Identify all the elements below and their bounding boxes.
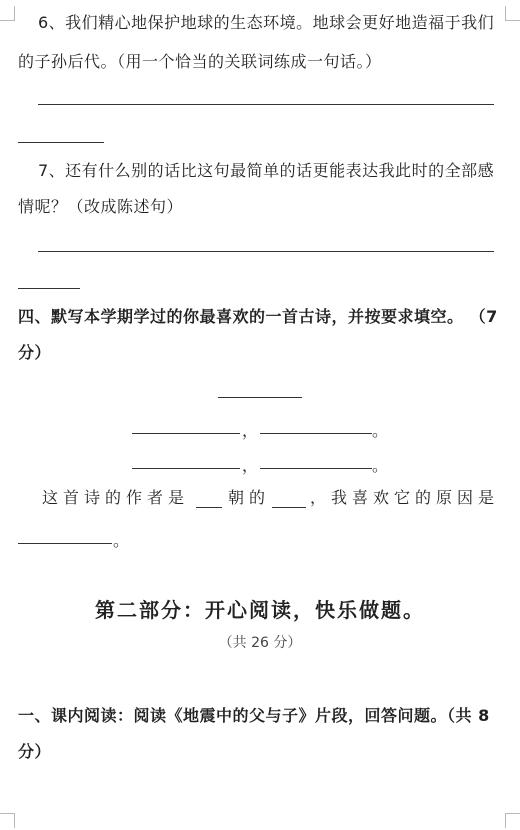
section-4-heading-line-2: 分） — [18, 343, 52, 362]
question-6-line-1: 6、我们精心地保护地球的生态环境。地球会更好地造福于我们 — [38, 13, 495, 32]
author-prompt-part-a: 这首诗的作者是 — [42, 488, 190, 507]
section-4-heading-line-1: 四、默写本学期学过的你最喜欢的一首古诗，并按要求填空。 （7 — [18, 307, 498, 326]
question-7-line-2: 情呢？（改成陈述句） — [18, 197, 184, 216]
answer-line-q6-b[interactable] — [18, 142, 104, 143]
poem-line-1-comma: ， — [242, 421, 259, 440]
author-dynasty-blank[interactable] — [196, 507, 222, 508]
author-prompt-part-b: 朝的 — [228, 488, 271, 507]
poem-title-blank[interactable] — [218, 397, 302, 398]
answer-line-q6-a[interactable] — [38, 104, 494, 105]
crop-mark-bottom-left — [0, 813, 15, 828]
answer-line-q7-a[interactable] — [38, 251, 494, 252]
author-name-blank[interactable] — [272, 507, 306, 508]
crop-mark-top-right — [505, 6, 520, 21]
question-6-line-2: 的子孙后代。（用一个恰当的关联词练成一句话。） — [18, 52, 382, 71]
reading-1-heading-line-1: 一、课内阅读：阅读《地震中的父与子》片段，回答问题。（共 8 — [18, 706, 490, 725]
crop-mark-top-left — [0, 6, 15, 21]
poem-line-1-blank-b[interactable] — [260, 433, 372, 434]
reading-1-heading-line-2: 分） — [18, 742, 52, 761]
poem-line-1-period: 。 — [372, 421, 389, 440]
crop-mark-bottom-right — [505, 813, 520, 828]
question-7-line-1: 7、还有什么别的话比这句最简单的话更能表达我此时的全部感 — [38, 161, 495, 180]
part-2-points: （共 26 分） — [218, 635, 302, 651]
author-prompt-part-c: ，我喜欢它的原因是 — [310, 488, 500, 507]
part-2-title: 第二部分：开心阅读，快乐做题。 — [95, 598, 425, 622]
reason-blank[interactable] — [18, 543, 112, 544]
poem-line-2-blank-b[interactable] — [260, 468, 372, 469]
poem-line-1-blank-a[interactable] — [132, 433, 240, 434]
reason-period: 。 — [113, 531, 130, 550]
poem-line-2-blank-a[interactable] — [132, 468, 240, 469]
poem-line-2-period: 。 — [372, 456, 389, 475]
answer-line-q7-b[interactable] — [18, 288, 80, 289]
poem-line-2-comma: ， — [242, 456, 259, 475]
